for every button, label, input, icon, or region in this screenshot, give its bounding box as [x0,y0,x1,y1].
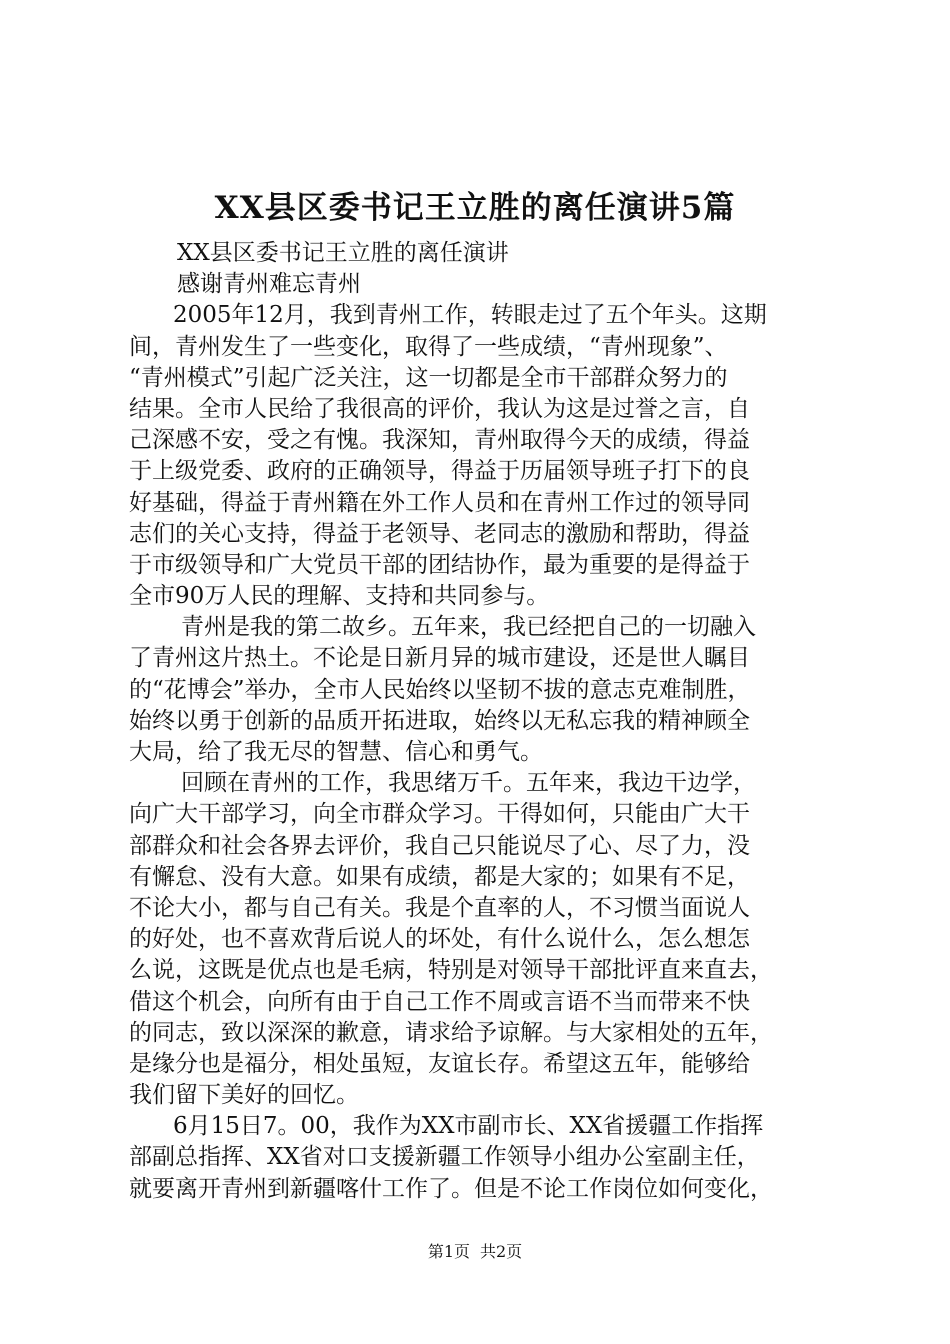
document-title: XX县区委书记王立胜的离任演讲5篇 [214,190,736,226]
paragraph-line: 始终以勇于创新的品质开拓进取，始终以无私忘我的精神顾全 [129,707,750,734]
paragraph-line: 不论大小，都与自己有关。我是个直率的人，不习惯当面说人 [129,894,750,921]
paragraph-line: 的好处，也不喜欢背后说人的坏处，有什么说什么，怎么想怎 [129,926,750,953]
paragraph-line: 向广大干部学习，向全市群众学习。干得如何，只能由广大干 [129,801,750,828]
paragraph-line: 全市90万人民的理解、支持和共同参与。 [129,583,550,610]
page-total: 共2页 [480,1242,523,1261]
paragraph-line: 的“花博会”举办，全市人民始终以坚韧不拔的意志克难制胜， [129,676,751,703]
paragraph-line: 于上级党委、政府的正确领导，得益于历届领导班子打下的良 [129,458,750,485]
paragraph-line: 有懈怠、没有大意。如果有成绩，都是大家的；如果有不足， [129,863,750,890]
page-number: 第1页 [427,1242,470,1261]
paragraph-line: 是缘分也是福分，相处虽短，友谊长存。希望这五年，能够给 [129,1050,750,1077]
paragraph-line: 志们的关心支持，得益于老领导、老同志的激励和帮助，得益 [129,520,750,547]
paragraph-line: 了青州这片热土。不论是日新月异的城市建设，还是世人瞩目 [129,645,750,672]
paragraph-line: 大局，给了我无尽的智慧、信心和勇气。 [129,739,543,765]
paragraph-line: 间，青州发生了一些变化，取得了一些成绩，“青州现象”、 [129,333,728,360]
paragraph-line: 6月15日7。00，我作为XX市副市长、XX省援疆工作指挥 [173,1113,764,1140]
document-body [129,238,841,1205]
paragraph-line: 就要离开青州到新疆喀什工作了。但是不论工作岗位如何变化， [129,1175,773,1202]
subtitle-line: XX县区委书记王立胜的离任演讲 [177,240,509,266]
paragraph-line: 青州是我的第二故乡。五年来，我已经把自己的一切融入 [181,614,756,641]
paragraph-line: 借这个机会，向所有由于自己工作不周或言语不当而带来不快 [129,988,750,1015]
paragraph-line: 部群众和社会各界去评价，我自己只能说尽了心、尽了力，没 [129,832,750,859]
paragraph-line: 2005年12月，我到青州工作，转眼走过了五个年头。这期 [173,302,767,329]
paragraph-line: 于市级领导和广大党员干部的团结协作，最为重要的是得益于 [129,551,750,578]
paragraph-line: “青州模式”引起广泛关注，这一切都是全市干部群众努力的 [129,364,728,391]
paragraph-line: 回顾在青州的工作，我思绪万千。五年来，我边干边学， [181,770,756,797]
page-footer [0,1240,950,1264]
paragraph-line: 己深感不安，受之有愧。我深知，青州取得今天的成绩，得益 [129,427,750,454]
paragraph-line: 我们留下美好的回忆。 [129,1082,359,1109]
subtitle-line: 感谢青州难忘青州 [177,271,361,298]
paragraph-line: 结果。全市人民给了我很高的评价，我认为这是过誉之言，自 [129,395,750,422]
paragraph-line: 的同志，致以深深的歉意，请求给予谅解。与大家相处的五年， [129,1019,773,1046]
paragraph-line: 么说，这既是优点也是毛病，特别是对领导干部批评直来直去， [129,957,773,984]
paragraph-line: 好基础，得益于青州籍在外工作人员和在青州工作过的领导同 [129,489,750,516]
paragraph-line: 部副总指挥、XX省对口支援新疆工作领导小组办公室副主任， [129,1144,760,1171]
